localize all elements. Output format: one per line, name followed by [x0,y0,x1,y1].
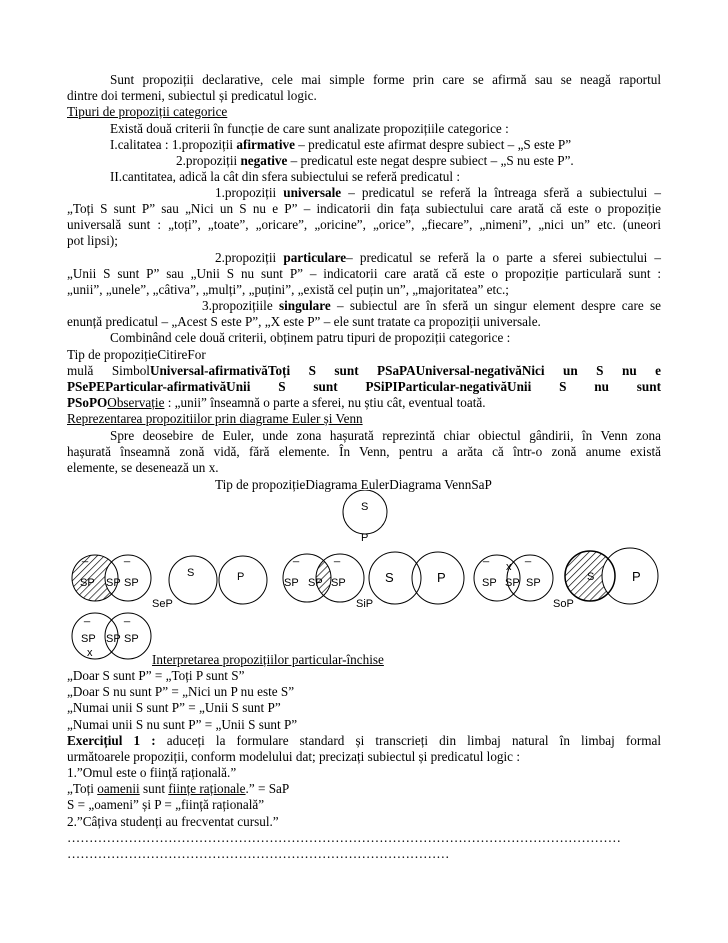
paragraph-line: „Toți S sunt P” sau „Nici un S nu e P” – indicatorii din fața subiectului care arată că este o propoziție [67,201,661,216]
label-sp: SP [80,577,95,589]
label-s: S [385,570,394,585]
label-sp: SP [331,577,346,589]
label-sp: SP [284,577,299,589]
paragraph-line: „Toți oamenii sunt ființe raționale.” = SaP [67,781,290,796]
paragraph-line: Tip de propozițieCitireFor [67,347,206,362]
label-p: P [361,532,369,544]
paragraph-line: 1.propoziții universale – predicatul se referă la întreaga sferă a subiectului – [215,185,661,200]
paragraph-line: dintre doi termeni, subiectul și predicatul logic. [67,88,317,103]
paragraph-line: mulă SimbolUniversal-afirmativăToți S sunt PSaPAUniversal-negativăNici un S nu e [67,363,661,378]
paragraph-line: universală sunt : „toți”, „toate”, „oricare”, „oricine”, „orice”, „fiecare”, „nimeni”, „nici un” etc. (uneori [67,217,661,232]
label-sip: SiP [356,598,374,610]
section-heading: Reprezentarea propozitiilor prin diagrame Euler și Venn [67,411,363,426]
label-sp: SP [505,577,520,589]
paragraph-line: 2.propoziții particulare– predicatul se referă la o parte a sferei subiectului – [215,250,662,265]
paragraph-line: 3.propozițiile singulare – subiectul are în sferă un singur element despre care se [202,298,662,313]
label-sop: SoP [553,598,574,610]
label-p: P [437,570,446,585]
paragraph-line: 2.propoziții negative – predicatul este negat despre subiect – „S nu este P”. [176,153,574,168]
paragraph-line: Spre deosebire de Euler, unde zona hașurată reprezintă chiar obiectul gândirii, în Venn zona [110,428,661,443]
label-sp-bar: _ [124,611,131,623]
euler-sip-circle-s [369,552,421,604]
paragraph-line: I.calitatea : 1.propoziții afirmative – predicatul este afirmat despre subiect – „S este P” [110,137,572,152]
label-sp-bar: _ [483,551,490,563]
paragraph-line: „Numai unii S sunt P” = „Unii S sunt P” [67,700,281,715]
section-heading: Interpretarea propozițiilor particular-închise [152,652,384,667]
answer-dots-line: …………………………………………………………………………… [67,846,450,861]
paragraph-line: 2.”Câțiva studenți au frecventat cursul.” [67,814,279,829]
paragraph-line: Sunt propoziții declarative, cele mai simple forme prin care se afirmă sau se neagă raportul [110,72,661,87]
label-p: P [237,571,245,583]
label-p: P [632,569,641,584]
euler-sep-circle-s [169,556,217,604]
paragraph-line: următoarele propoziții, conform modelului dat; precizați subiectul și predicatul logic : [67,749,520,764]
label-sp-bar: _ [124,551,131,563]
euler-sop-circle-p [602,548,658,604]
section-heading: Tipuri de propoziții categorice [67,104,228,119]
label-sep: SeP [152,598,173,610]
label-sp: SP [81,633,96,645]
euler-venn-diagrams [0,490,728,660]
paragraph-line: PSoPOObservație : „unii” înseamnă o parte a sferei, nu știu cât, eventual toată. [67,395,486,410]
paragraph-line: 1.”Omul este o ființă rațională.” [67,765,237,780]
paragraph-line: elemente, se desenează un x. [67,460,219,475]
label-sp-bar: _ [84,611,91,623]
paragraph-line: Tip de propozițieDiagrama EulerDiagrama VennSaP [215,477,492,492]
label-sp: SP [526,577,541,589]
label-sp: SP [308,577,323,589]
paragraph-line: Exercițiul 1 : aduceți la formulare standard și transcrieți din limbaj natural în limbaj formal [67,733,661,748]
label-sp: SP [124,633,139,645]
paragraph-line: „Doar S nu sunt P” = „Nici un P nu este S” [67,684,295,699]
label-sp: SP [106,633,121,645]
paragraph-line: „Doar S sunt P” = „Toți P sunt S” [67,668,245,683]
label-s: S [187,567,195,579]
label-sp-bar: _ [525,551,532,563]
paragraph-line: Combinând cele două criterii, obținem patru tipuri de propoziții categorice : [110,330,511,345]
label-sp: SP [124,577,139,589]
paragraph-line: S = „oameni” și P = „ființă rațională” [67,797,265,812]
label-s: S [361,501,369,513]
label-x: x [506,561,512,573]
paragraph-line: hașurată înseamnă zonă vidă, fără elemente. În Venn, pentru a arăta că într-o zonă anume există [67,444,661,459]
answer-dots-line: ……………………………………………………………………………………………………………… [67,830,621,845]
paragraph-line: „Numai unii S nu sunt P” = „Unii S sunt P” [67,717,298,732]
label-sp-bar: _ [334,551,341,563]
label-x: x [87,647,93,659]
label-s: S [587,571,595,583]
paragraph-line: Există două criterii în funcție de care sunt analizate propozițiile categorice : [110,121,509,136]
paragraph-line: PSePEParticular-afirmativăUnii S sunt PSiPIParticular-negativăUnii S nu sunt [67,379,661,394]
paragraph-line: „unii”, „unele”, „câtiva”, „mulți”, „puțini”, „există cel puțin un”, „majoritatea” etc.; [67,282,509,297]
paragraph-line: pot lipsi); [67,233,118,248]
paragraph-line: II.cantitatea, adică la cât din sfera subiectului se referă predicatul : [110,169,461,184]
label-sp-bar: _ [293,551,300,563]
label-sp: SP [482,577,497,589]
label-sp: SP [106,577,121,589]
paragraph-line: „Unii S sunt P” sau „Unii S nu sunt P” – indicatorii care arată că este o propoziție particulară sunt : [67,266,661,281]
label-sp-bar: _ [82,551,89,563]
paragraph-line: enunță predicatul – „Acest S este P”, „X este P” – ele sunt tratate ca propoziții universale. [67,314,541,329]
